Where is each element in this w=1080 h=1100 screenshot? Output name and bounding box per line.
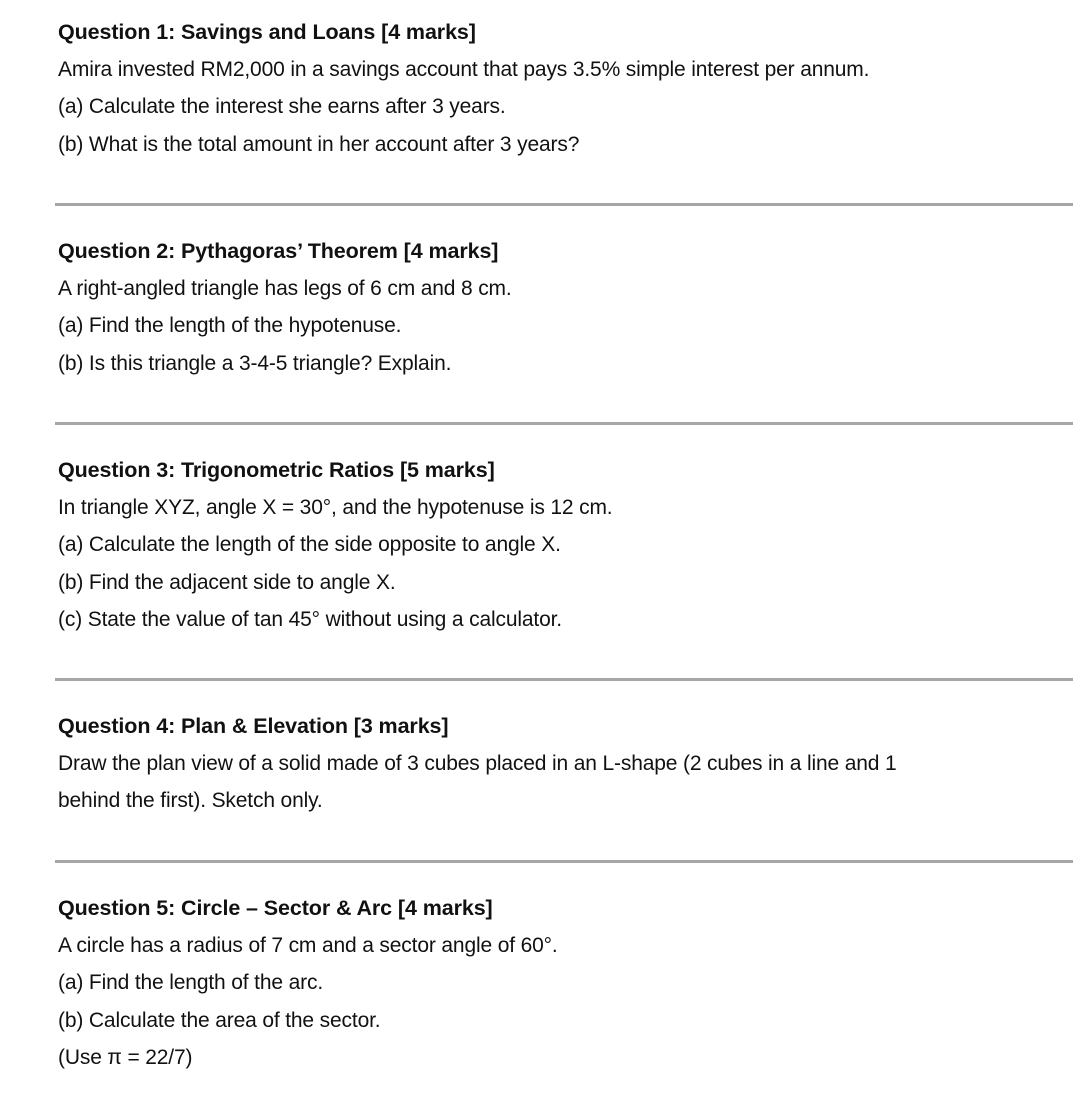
question-2-title: Question 2: Pythagoras’ Theorem [4 marks] (58, 239, 499, 263)
question-3-stem: In triangle XYZ, angle X = 30°, and the hypotenuse is 12 cm. (58, 496, 613, 519)
question-2 (58, 233, 512, 382)
question-1 (58, 14, 869, 163)
question-2-part-b: (b) Is this triangle a 3-4-5 triangle? Explain. (58, 351, 452, 375)
question-3-part-a: (a) Calculate the length of the side opposite to angle X. (58, 533, 561, 557)
question-5 (58, 890, 558, 1076)
question-2-stem: A right-angled triangle has legs of 6 cm and 8 cm. (58, 277, 512, 300)
question-3-title: Question 3: Trigonometric Ratios [5 marks] (58, 458, 495, 482)
question-4-title: Question 4: Plan & Elevation [3 marks] (58, 714, 449, 738)
question-3-part-b: (b) Find the adjacent side to angle X. (58, 570, 396, 594)
section-divider (55, 422, 1073, 425)
question-2-part-a: (a) Find the length of the hypotenuse. (58, 314, 402, 338)
question-1-part-a: (a) Calculate the interest she earns after 3 years. (58, 95, 506, 119)
question-5-title: Question 5: Circle – Sector & Arc [4 marks] (58, 896, 493, 920)
question-1-stem: Amira invested RM2,000 in a savings account that pays 3.5% simple interest per annum. (58, 58, 870, 81)
question-5-part-a: (a) Find the length of the arc. (58, 971, 323, 995)
question-4-stem-line-1: Draw the plan view of a solid made of 3 cubes placed in an L-shape (2 cubes in a line and 1 (58, 752, 897, 775)
question-5-note: (Use π = 22/7) (58, 1045, 193, 1069)
section-divider (55, 203, 1073, 206)
question-4-stem-line-2: behind the first). Sketch only. (58, 789, 323, 813)
question-4 (58, 708, 1078, 820)
question-3 (58, 452, 613, 638)
section-divider (55, 678, 1073, 681)
question-3-part-c: (c) State the value of tan 45° without using a calculator. (58, 607, 562, 631)
question-5-part-b: (b) Calculate the area of the sector. (58, 1008, 381, 1032)
section-divider (55, 860, 1073, 863)
question-1-part-b: (b) What is the total amount in her account after 3 years? (58, 132, 580, 156)
question-5-stem: A circle has a radius of 7 cm and a sector angle of 60°. (58, 934, 558, 957)
question-1-title: Question 1: Savings and Loans [4 marks] (58, 20, 476, 44)
